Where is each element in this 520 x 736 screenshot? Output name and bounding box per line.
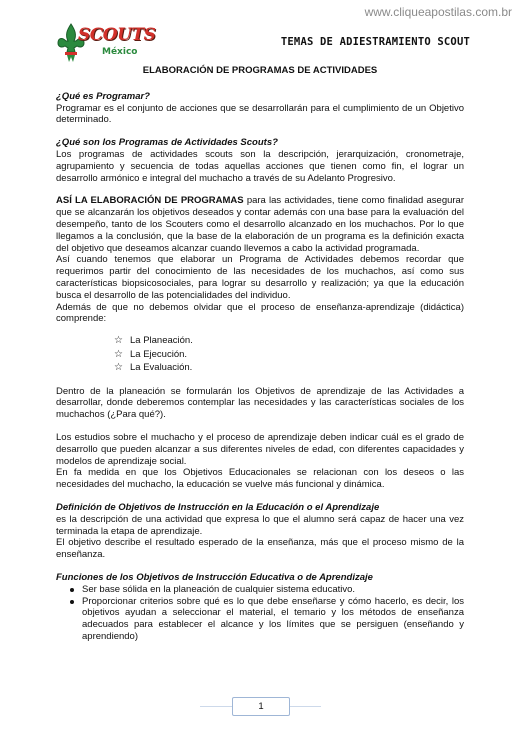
paragraph: Dentro de la planeación se formularán los Objetivos de aprendizaje de las Actividades a desarrollar, donde deberemos contemplar las necesidades y las características sociales de los muchachos (¿Para qué?). — [56, 385, 464, 421]
logo-country: México — [102, 47, 138, 57]
list-item: ☆ La Evaluación. — [114, 362, 193, 374]
document-body — [56, 65, 464, 643]
section-heading-funciones-objetivos: Funciones de los Objetivos de Instrucción Educativa o de Aprendizaje — [56, 572, 373, 583]
page-number: 1 — [232, 697, 290, 716]
list-item: Proporcionar criterios sobre qué es lo que debe enseñarse y cómo hacerlo, es decir, los objetivos ayudan a seleccionar el material, el temario y los métodos de enseñanza adecuados para establecer el alcance y los límites que se persiguen (enseñando y aprendiendo) — [70, 596, 464, 643]
section-heading-definicion-objetivos: Definición de Objetivos de Instrucción en la Educación o el Aprendizaje — [56, 502, 380, 514]
watermark-url: www.cliqueapostilas.com.br — [364, 5, 512, 19]
paragraph: ASÍ LA ELABORACIÓN DE PROGRAMAS para las actividades, tiene como finalidad asegurar que se alcanzarán los objetivos deseados y contar además con una base para la evaluación del desempeño, tanto de los Scouters como el desarrollo alcanzado en los muchachos. Por lo que llegamos a la conclusión, que la base de la elaboración de un programa es la definición exacta del objetivo que deseamos alcanzar cuando llevemos a cabo la actividad programada. — [56, 195, 465, 254]
section-heading-programas-actividades: ¿Qué son los Programas de Actividades Scouts? — [56, 137, 278, 149]
footer-divider — [200, 706, 232, 707]
paragraph: es la descripción de una actividad que expresa lo que el alumno será capaz de hacer una vez terminada la etapa de aprendizaje. — [56, 513, 464, 537]
paragraph: Además de que no debemos olvidar que el proceso de enseñanza-aprendizaje (didáctica) comprende: — [56, 301, 464, 325]
bullet-icon — [70, 588, 74, 592]
paragraph: El objetivo describe el resultado esperado de la enseñanza, más que el proceso mismo de la enseñanza. — [56, 537, 464, 561]
paragraph: Así cuando tenemos que elaborar un Programa de Actividades debemos recordar que requerimos partir del conocimiento de las necesidades de los muchachos, así como sus características biopsicosociales, para lograr su desarrollo y realización; ya que la educación busca el desarrollo de las potencialidades del individuo. — [56, 254, 464, 301]
paragraph: Programar es el conjunto de acciones que se desarrollarán para el cumplimiento de un Objetivo determinado. — [56, 102, 464, 126]
document-title: ELABORACIÓN DE PROGRAMAS DE ACTIVIDADES — [142, 65, 378, 76]
functions-list — [56, 584, 464, 643]
paragraph: Los estudios sobre el muchacho y el proceso de aprendizaje deben indicar cuál es el grado de desarrollo que pueden alcanzar a sus diferentes niveles de edad, con diferentes capacidades y modelos de aprendizaje social. — [56, 432, 464, 467]
process-stages-list — [56, 334, 464, 375]
bold-lead: ASÍ LA ELABORACIÓN DE PROGRAMAS — [56, 195, 244, 207]
scouts-logo — [56, 22, 156, 66]
section-heading-que-es-programar: ¿Qué es Programar? — [56, 90, 150, 102]
list-item: ☆ La Ejecución. — [114, 348, 188, 360]
star-outline-icon: ☆ — [114, 362, 123, 374]
paragraph: Los programas de actividades scouts son la descripción, jerarquización, cronometraje, agrupamiento y secuencia de todas aquellas acciones que tienen como fin, el lograr un desarrollo armónico e integral del muchacho a través de su Adelanto Progresivo. — [56, 148, 464, 184]
logo-wordmark: SCOUTS — [78, 25, 156, 45]
list-item: ☆ La Planeación. — [114, 335, 193, 347]
footer-divider — [289, 706, 321, 707]
paragraph: En fa medida en que los Objetivos Educacionales se relacionan con los deseos o las necesidades del muchacho, la educación se vuelve más funcional y dinámica. — [56, 467, 464, 491]
header-title: TEMAS DE ADIESTRAMIENTO SCOUT — [280, 36, 470, 48]
list-item: Ser base sólida en la planeación de cualquier sistema educativo. — [70, 584, 464, 596]
bullet-icon — [70, 600, 74, 604]
star-outline-icon: ☆ — [114, 348, 123, 360]
star-outline-icon: ☆ — [114, 335, 123, 347]
